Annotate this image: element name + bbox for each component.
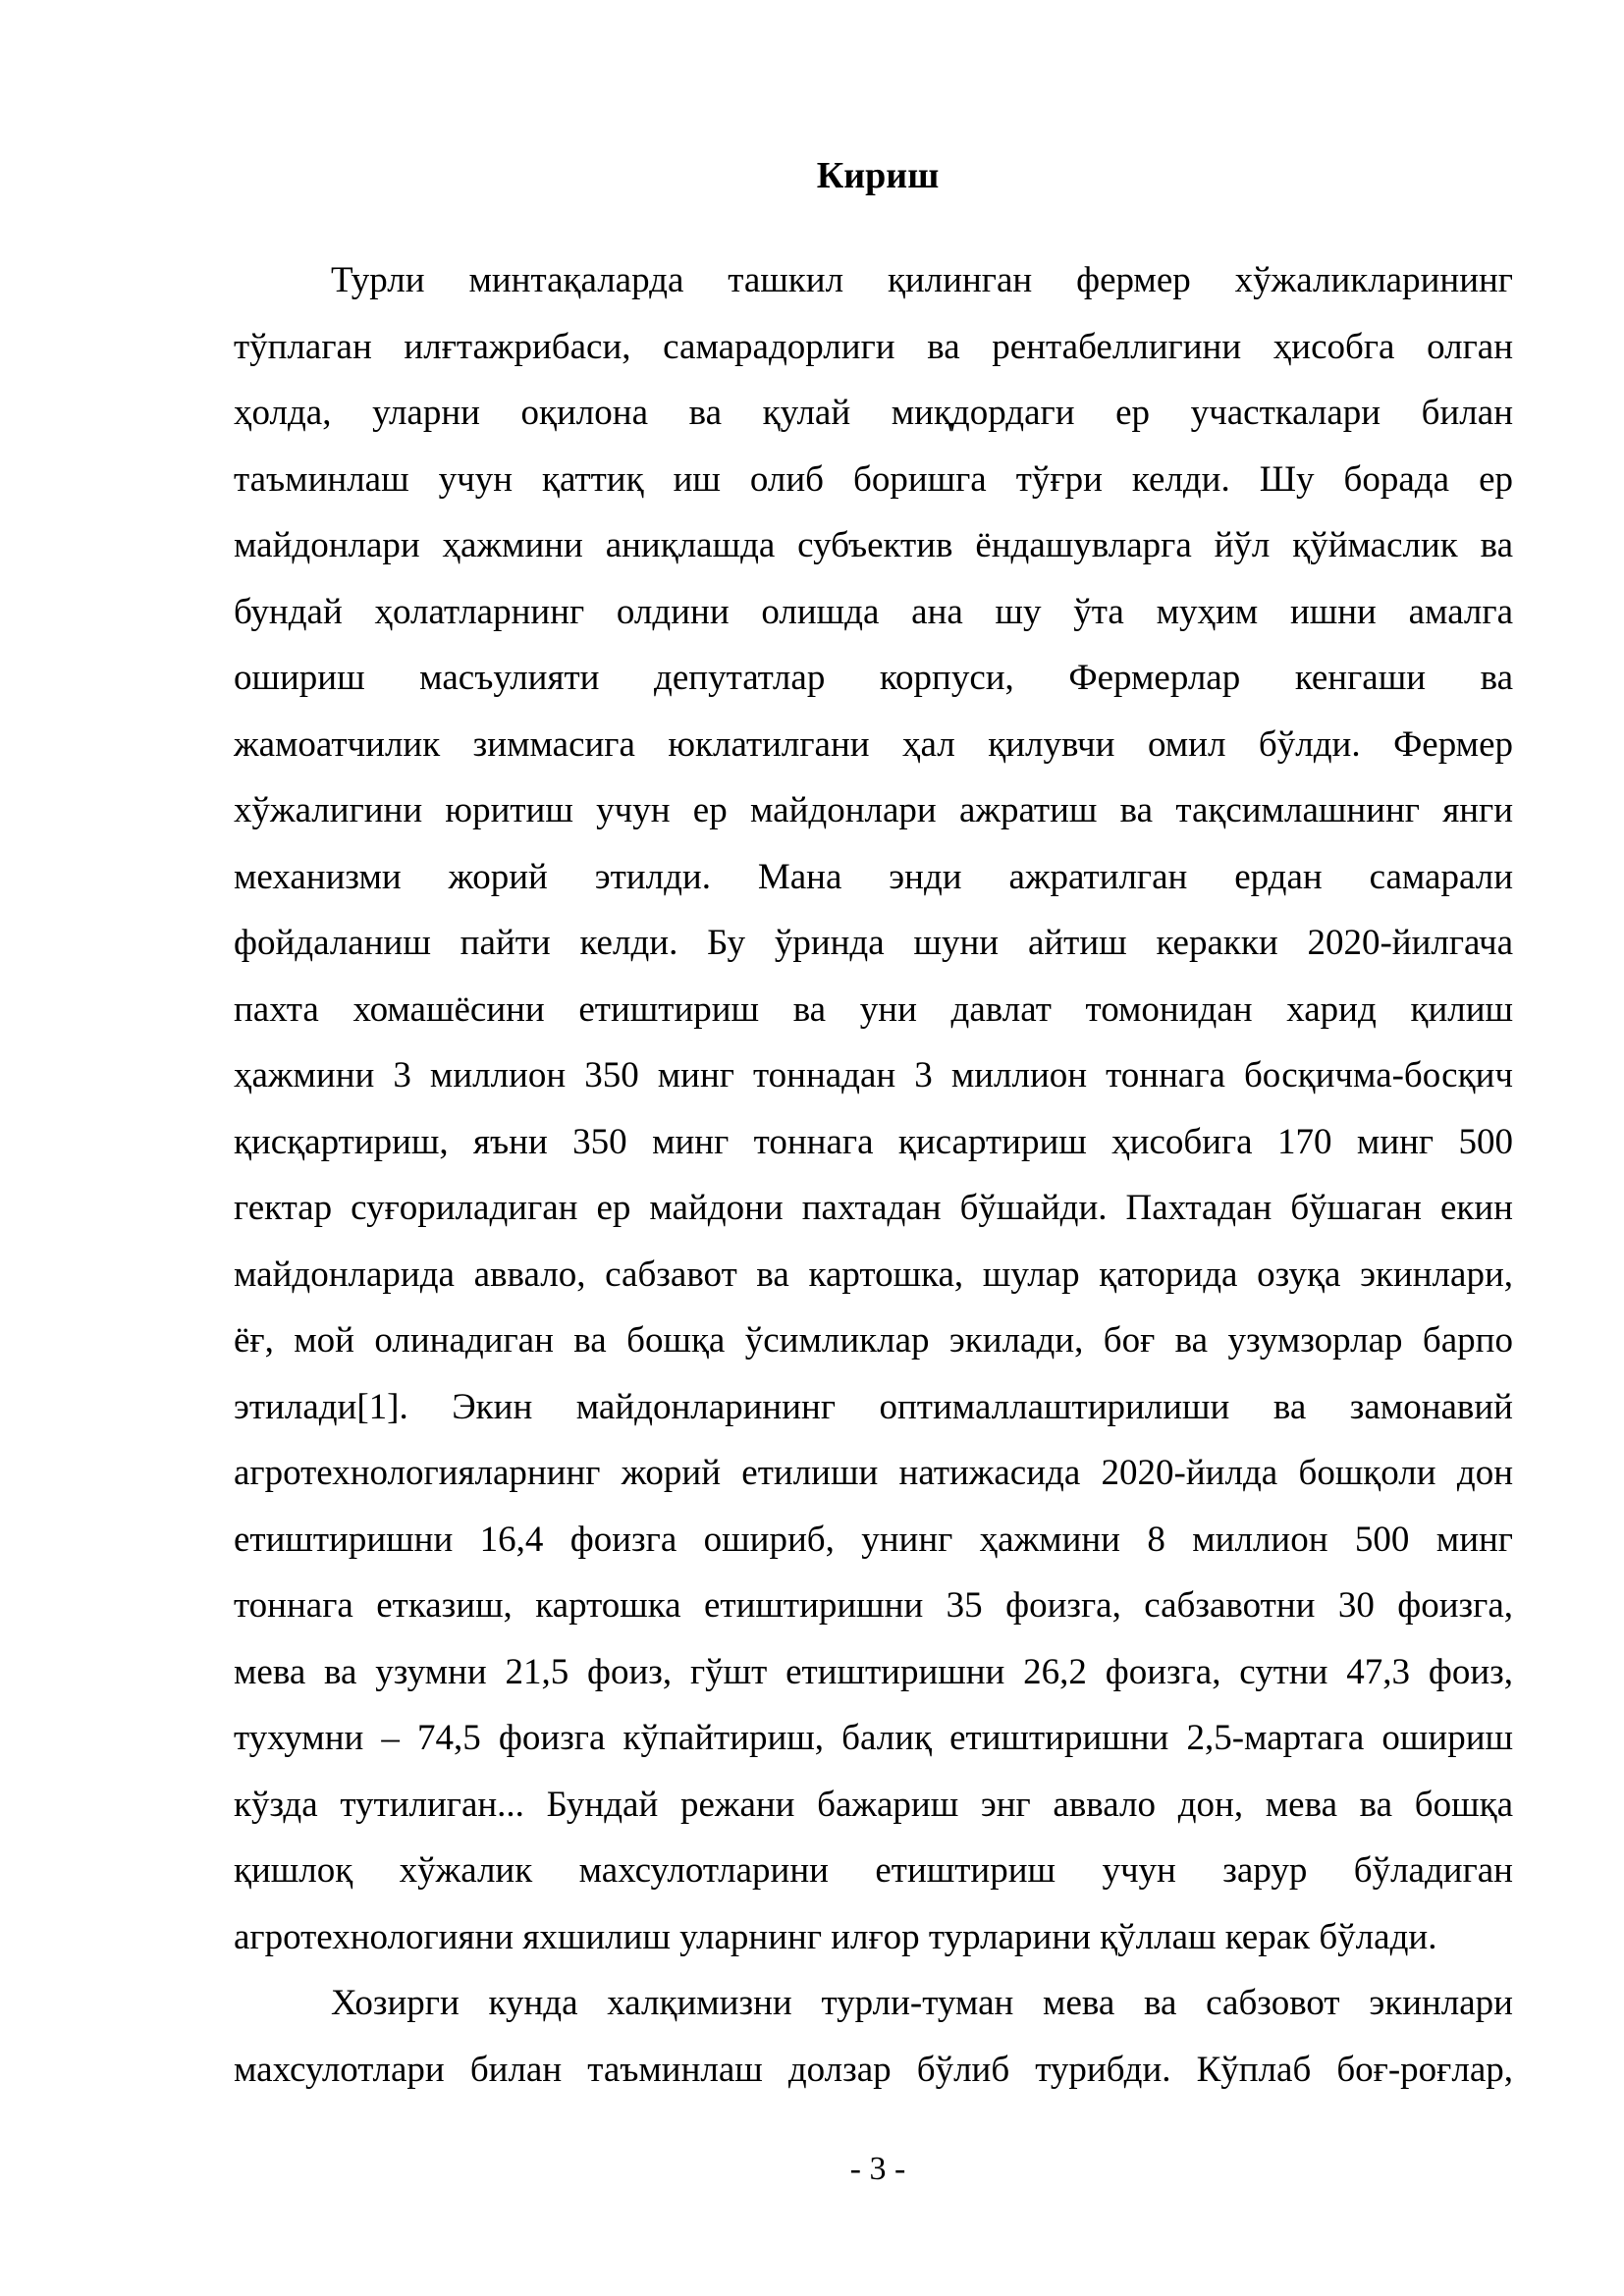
paragraph-2 [234, 1970, 1513, 2103]
body-text [234, 247, 1513, 2103]
text-line: механизми жорий этилди. Мана энди ажратилган ердан самарали [234, 856, 1513, 897]
text-line: тоннага етказиш, картошка етиштиришни 35 фоизга, сабзавотни 30 фоизга, [234, 1585, 1513, 1626]
text-line: Турли минтақаларда ташкил қилинган фермер хўжаликларининг [331, 260, 1513, 300]
text-line: тўплаган илғтажрибаси, самарадорлиги ва рентабеллигини ҳисобга олган [234, 326, 1513, 367]
text-line: Хозирги кунда халқимизни турли-туман мева ва сабзовот экинлари [331, 1983, 1513, 2023]
text-line: тухумни – 74,5 фоизга кўпайтириш, балиқ етиштиришни 2,5-мартага ошириш [234, 1718, 1513, 1758]
text-line: таъминлаш учун қаттиқ иш олиб боришга тўғри келди. Шу борада ер [234, 458, 1513, 500]
text-line: майдонларида аввало, сабзавот ва картошка, шулар қаторида озуқа экинлари, [234, 1254, 1513, 1295]
text-line: махсулотлари билан таъминлаш долзар бўлиб турибди. Кўплаб боғ-роғлар, [234, 2049, 1513, 2090]
text-line: пахта хомашёсини етиштириш ва уни давлат томонидан харид қилиш [234, 988, 1513, 1030]
text-line: мева ва узумни 21,5 фоиз, гўшт етиштиришни 26,2 фоизга, сутни 47,3 фоиз, [234, 1651, 1513, 1692]
text-line: майдонлари ҳажмини аниқлашда субъектив ёндашувларга йўл қўймаслик ва [234, 525, 1513, 565]
text-line: ҳажмини 3 миллион 350 минг тоннадан 3 миллион тоннага босқичма-босқич [234, 1055, 1513, 1095]
text-line: қисқартириш, яъни 350 минг тоннага қисартириш ҳисобига 170 минг 500 [234, 1121, 1513, 1162]
page-title: Кириш [816, 155, 940, 196]
page-number: - 3 - [849, 2151, 906, 2187]
text-line: хўжалигини юритиш учун ер майдонлари ажратиш ва тақсимлашнинг янги [234, 790, 1513, 830]
text-line: агротехнологияни яхшилиш уларнинг илғор турларини қўллаш керак бўлади. [234, 1916, 1437, 1957]
text-line: қишлоқ хўжалик махсулотларини етиштириш учун зарур бўладиган [234, 1850, 1513, 1891]
text-line: ҳолда, уларни оқилона ва қулай миқдордаги ер участкалари билан [234, 393, 1513, 433]
text-line: гектар суғориладиган ер майдони пахтадан бўшайди. Пахтадан бўшаган екин [234, 1188, 1513, 1228]
text-line: ёғ, мой олинадиган ва бошқа ўсимликлар экилади, боғ ва узумзорлар барпо [234, 1320, 1513, 1361]
text-line: ошириш масъулияти депутатлар корпуси, Фермерлар кенгаши ва [234, 658, 1513, 698]
text-line: етиштиришни 16,4 фоизга ошириб, унинг ҳажмини 8 миллион 500 минг [234, 1519, 1513, 1560]
paragraph-1 [234, 247, 1513, 1970]
text-line: агротехнологияларнинг жорий етилиши натижасида 2020-йилда бошқоли дон [234, 1453, 1513, 1493]
text-line: кўзда тутилиган... Бундай режани бажариш энг аввало дон, мева ва бошқа [234, 1784, 1513, 1825]
text-line: этилади[1]. Экин майдонларининг оптималлаштирилиши ва замонавий [234, 1386, 1513, 1427]
text-line: фойдаланиш пайти келди. Бу ўринда шуни айтиш керакки 2020-йилгача [234, 923, 1513, 963]
text-line: жамоатчилик зиммасига юклатилгани ҳал қилувчи омил бўлди. Фермер [234, 723, 1513, 765]
text-line: бундай ҳолатларнинг олдини олишда ана шу ўта муҳим ишни амалга [234, 591, 1513, 632]
